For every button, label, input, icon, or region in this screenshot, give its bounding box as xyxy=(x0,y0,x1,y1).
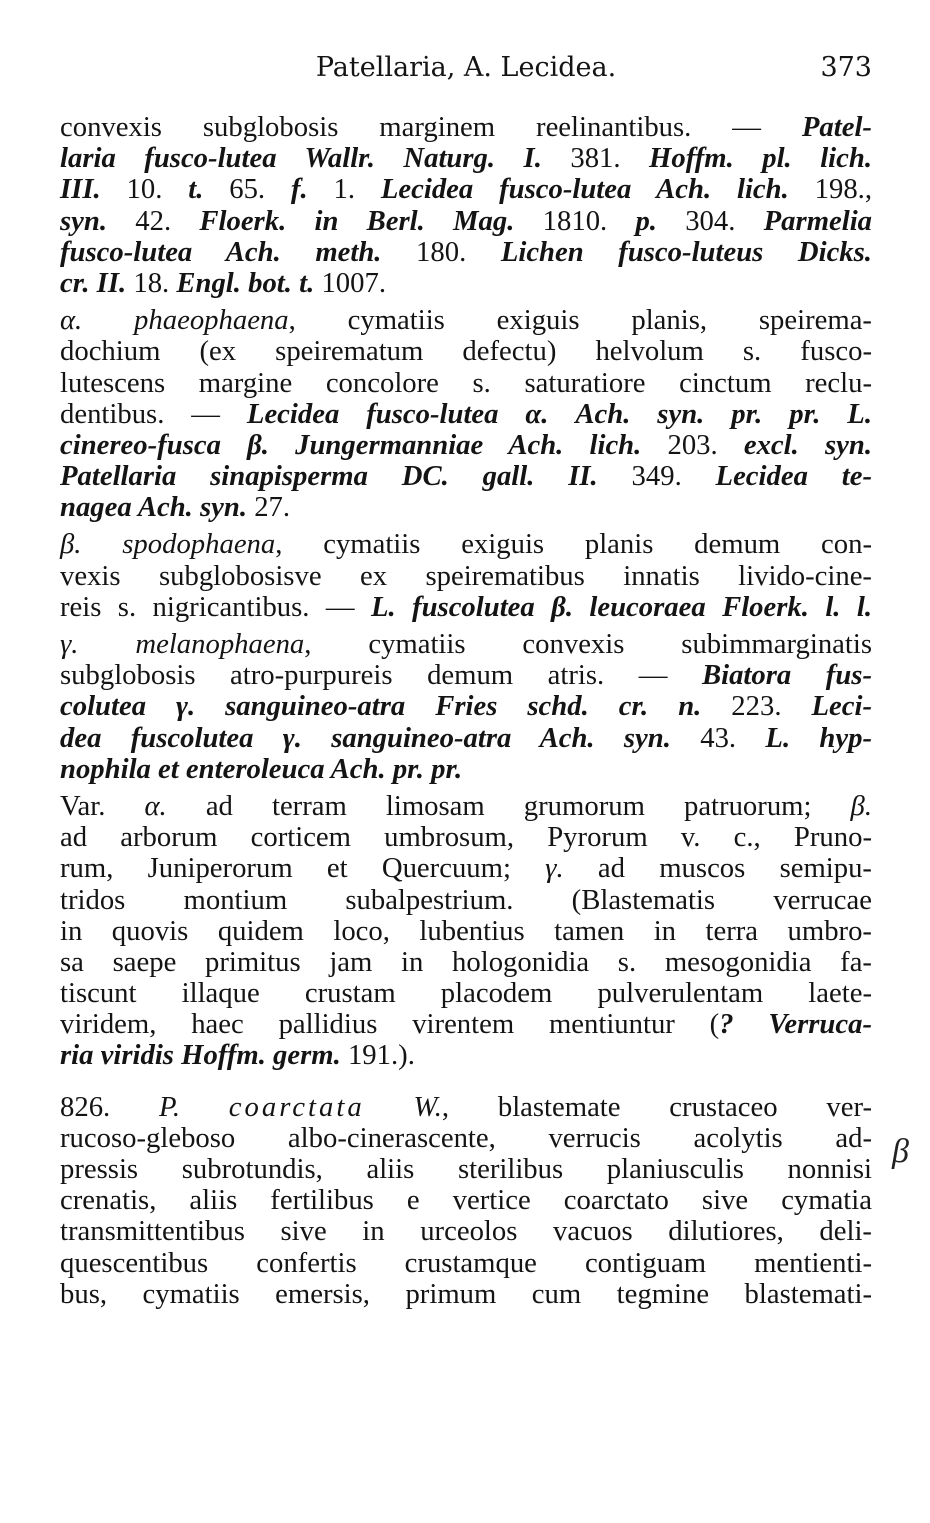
species-number: 826. xyxy=(60,1090,159,1123)
text-line: Patellaria sinapisperma DC. gall. II. 349. Lecidea te- xyxy=(60,460,872,493)
text-line: nagea Ach. syn. 27. xyxy=(60,491,291,524)
text-line: bus, cymatiis emersis, primum cum tegmine blastemati- xyxy=(60,1277,872,1310)
text-line: convexis subglobosis marginem reelinantibus. — Patel- xyxy=(60,111,872,143)
text-line: Var. α. ad terram limosam grumorum patruorum; β. xyxy=(60,789,872,822)
species-heading-line: 826. P. coarctata W., blastemate crustaceo ver- xyxy=(60,1090,872,1123)
text-line: pressis subrotundis, aliis sterilibus planiusculis nonnisi xyxy=(60,1153,872,1185)
text-line: rucoso-gleboso albo-cinerascente, verrucis acolytis ad- xyxy=(60,1121,872,1154)
text-line: β. spodophaena, cymatiis exiguis planis demum con- xyxy=(60,528,872,561)
text-line: dochium (ex speirematum defectu) helvolum s. fusco- xyxy=(60,335,872,368)
species-name: coarctata xyxy=(228,1090,365,1123)
text-line: quescentibus confertis crustamque contiguam mentienti- xyxy=(60,1246,872,1279)
text-line: nophila et enteroleuca Ach. pr. pr. xyxy=(60,752,463,785)
page-body xyxy=(60,112,872,1310)
text-line: cinereo-fusca β. Jungermanniae Ach. lich. 203. excl. syn. xyxy=(60,428,873,461)
text-line: crenatis, aliis fertilibus e vertice coarctato sive cymatia xyxy=(60,1184,872,1217)
text-line: vexis subglobosisve ex speirematibus innatis livido-cine- xyxy=(60,559,872,592)
margin-annotation: β xyxy=(892,1133,909,1170)
text-line: laria fusco-lutea Wallr. Naturg. I. 381. Hoffm. pl. lich. xyxy=(60,142,872,175)
text-line: transmittentibus sive in urceolos vacuos dilutiores, deli- xyxy=(60,1215,872,1248)
text-line: cr. II. 18. Engl. bot. t. 1007. xyxy=(60,266,386,299)
text-line: III. 10. t. 65. f. 1. Lecidea fusco-lutea Ach. lich. 198., xyxy=(60,173,872,206)
text-line: ria viridis Hoffm. germ. 191.). xyxy=(60,1039,415,1072)
text-line: tiscunt illaque crustam placodem pulverulentam laete- xyxy=(60,977,872,1010)
text-line: ad arborum corticem umbrosum, Pyrorum v. c., Pruno- xyxy=(60,821,872,854)
running-header xyxy=(60,48,872,88)
page-number: 373 xyxy=(820,52,872,83)
text-line: sa saepe primitus jam in hologonidia s. mesogonidia fa- xyxy=(60,945,872,978)
running-title: Patellaria, A. Lecidea. xyxy=(315,52,617,83)
text-line: α. phaeophaena, cymatiis exiguis planis, speirema- xyxy=(60,304,872,337)
text-line: lutescens margine concolore s. saturatiore cinctum reclu- xyxy=(60,366,872,399)
text-line: colutea γ. sanguineo-atra Fries schd. cr. n. 223. Leci- xyxy=(60,690,873,723)
text-line: syn. 42. Floerk. in Berl. Mag. 1810. p. 304. Parmelia xyxy=(60,204,873,237)
text-line: in quovis quidem loco, lubentius tamen in terra umbro- xyxy=(60,914,872,947)
text-line: fusco-lutea Ach. meth. 180. Lichen fusco-luteus Dicks. xyxy=(60,235,872,268)
text-line: dea fuscolutea γ. sanguineo-atra Ach. syn. 43. L. hyp- xyxy=(60,721,873,754)
text-line: subglobosis atro-purpureis demum atris. — Biatora fus- xyxy=(60,659,872,692)
text-line: tridos montium subalpestrium. (Blastematis verrucae xyxy=(60,883,872,916)
text-line: rum, Juniperorum et Quercuum; γ. ad muscos semipu- xyxy=(60,852,872,885)
text-line: dentibus. — Lecidea fusco-lutea α. Ach. syn. pr. pr. L. xyxy=(60,397,872,430)
text-line: γ. melanophaena, cymatiis convexis subimmarginatis xyxy=(60,628,872,660)
text-line: reis s. nigricantibus. — L. fuscolutea β. leucoraea Floerk. l. l. xyxy=(60,590,872,623)
text-line: viridem, haec pallidius virentem mentiuntur (? Verruca- xyxy=(60,1008,872,1041)
